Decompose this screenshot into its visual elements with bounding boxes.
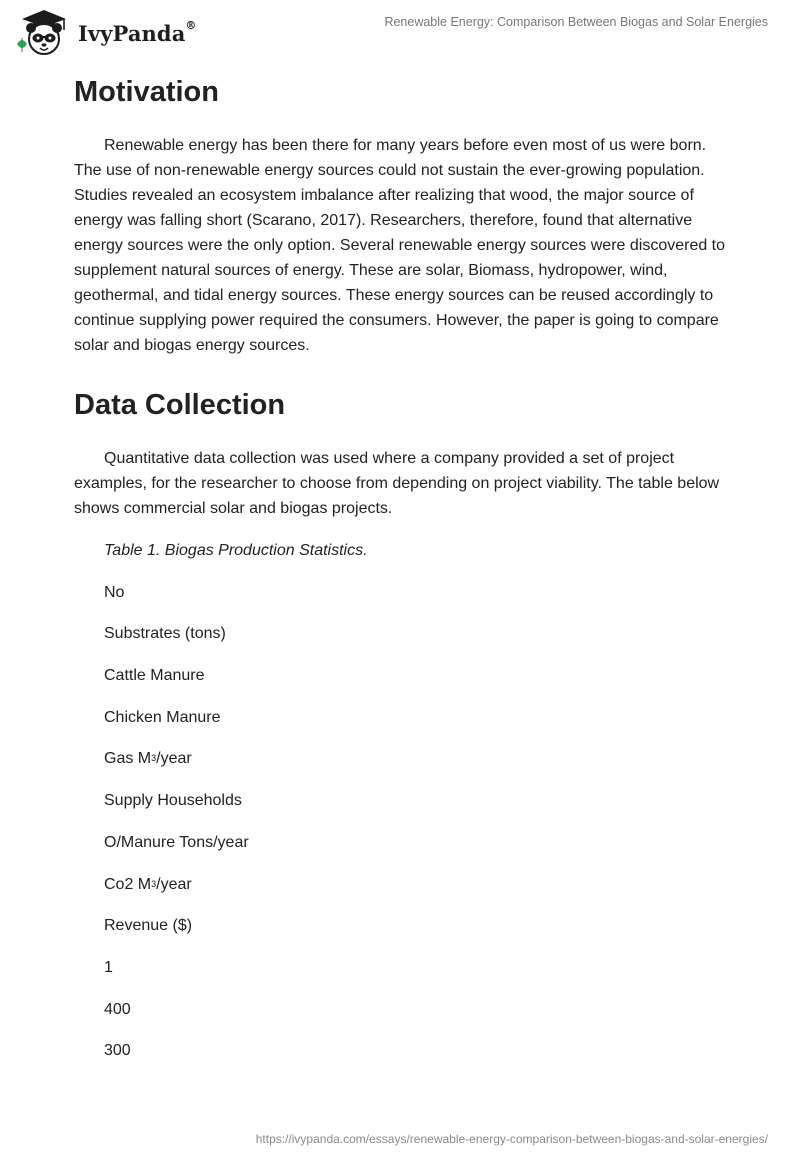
heading-data-collection: Data Collection (74, 389, 286, 421)
table-header-supply-households: Supply Households (104, 792, 242, 810)
paragraph-data-collection: Quantitative data collection was used where a company provided a set of project examples, for the researcher to choose from depending on project viability. The table below shows commercial solar and biogas projects. (74, 450, 720, 517)
ivypanda-logo[interactable] (14, 8, 197, 58)
table-cell: 400 (104, 1000, 131, 1018)
table-header-omanure: O/Manure Tons/year (104, 833, 249, 851)
paragraph-motivation: Renewable energy has been there for many years before even most of us were born. The use of non-renewable energy sources could not sustain the ever-growing population. Studies revealed an ecosystem imbalance after realizing that wood, the major source of energy was falling short (Scarano, 2017). Researchers, therefore, found that alternative energy sources were the only option. Several renewable energy sources were discovered to supplement natural sources of energy. These are solar, Biomass, hydropower, wind, geothermal, and tidal energy sources. These energy sources can be reused accordingly to continue supplying power required the consumers. However, the paper is going to compare solar and biogas energy sources. (74, 137, 726, 354)
panda-graduate-icon (14, 8, 74, 58)
table-cells-list (104, 582, 734, 1063)
heading-motivation: Motivation (74, 76, 219, 108)
table-header-cattle-manure: Cattle Manure (104, 667, 205, 685)
source-url[interactable]: https://ivypanda.com/essays/renewable-energy-comparison-between-biogas-and-solar-energies/ (255, 1132, 768, 1146)
registered-mark: ® (185, 18, 197, 32)
table-caption: Table 1. Biogas Production Statistics. (104, 542, 368, 559)
table-header-gas: Gas $M^3$/year (104, 750, 192, 768)
table-header-co2: Co2 $M^3$/year (104, 875, 192, 893)
table-header-no: No (104, 583, 125, 601)
page-header (0, 0, 800, 62)
table-cell: 300 (104, 1042, 131, 1060)
article-content (74, 70, 734, 1062)
table-cell: 1 (104, 958, 113, 976)
logo-wordmark: IvyPanda® (78, 18, 197, 46)
table-header-revenue: Revenue ($) (104, 917, 193, 935)
table-header-chicken-manure: Chicken Manure (104, 708, 221, 726)
document-title: Renewable Energy: Comparison Between Biogas and Solar Energies (384, 15, 768, 29)
table-header-substrates: Substrates (tons) (104, 625, 226, 643)
